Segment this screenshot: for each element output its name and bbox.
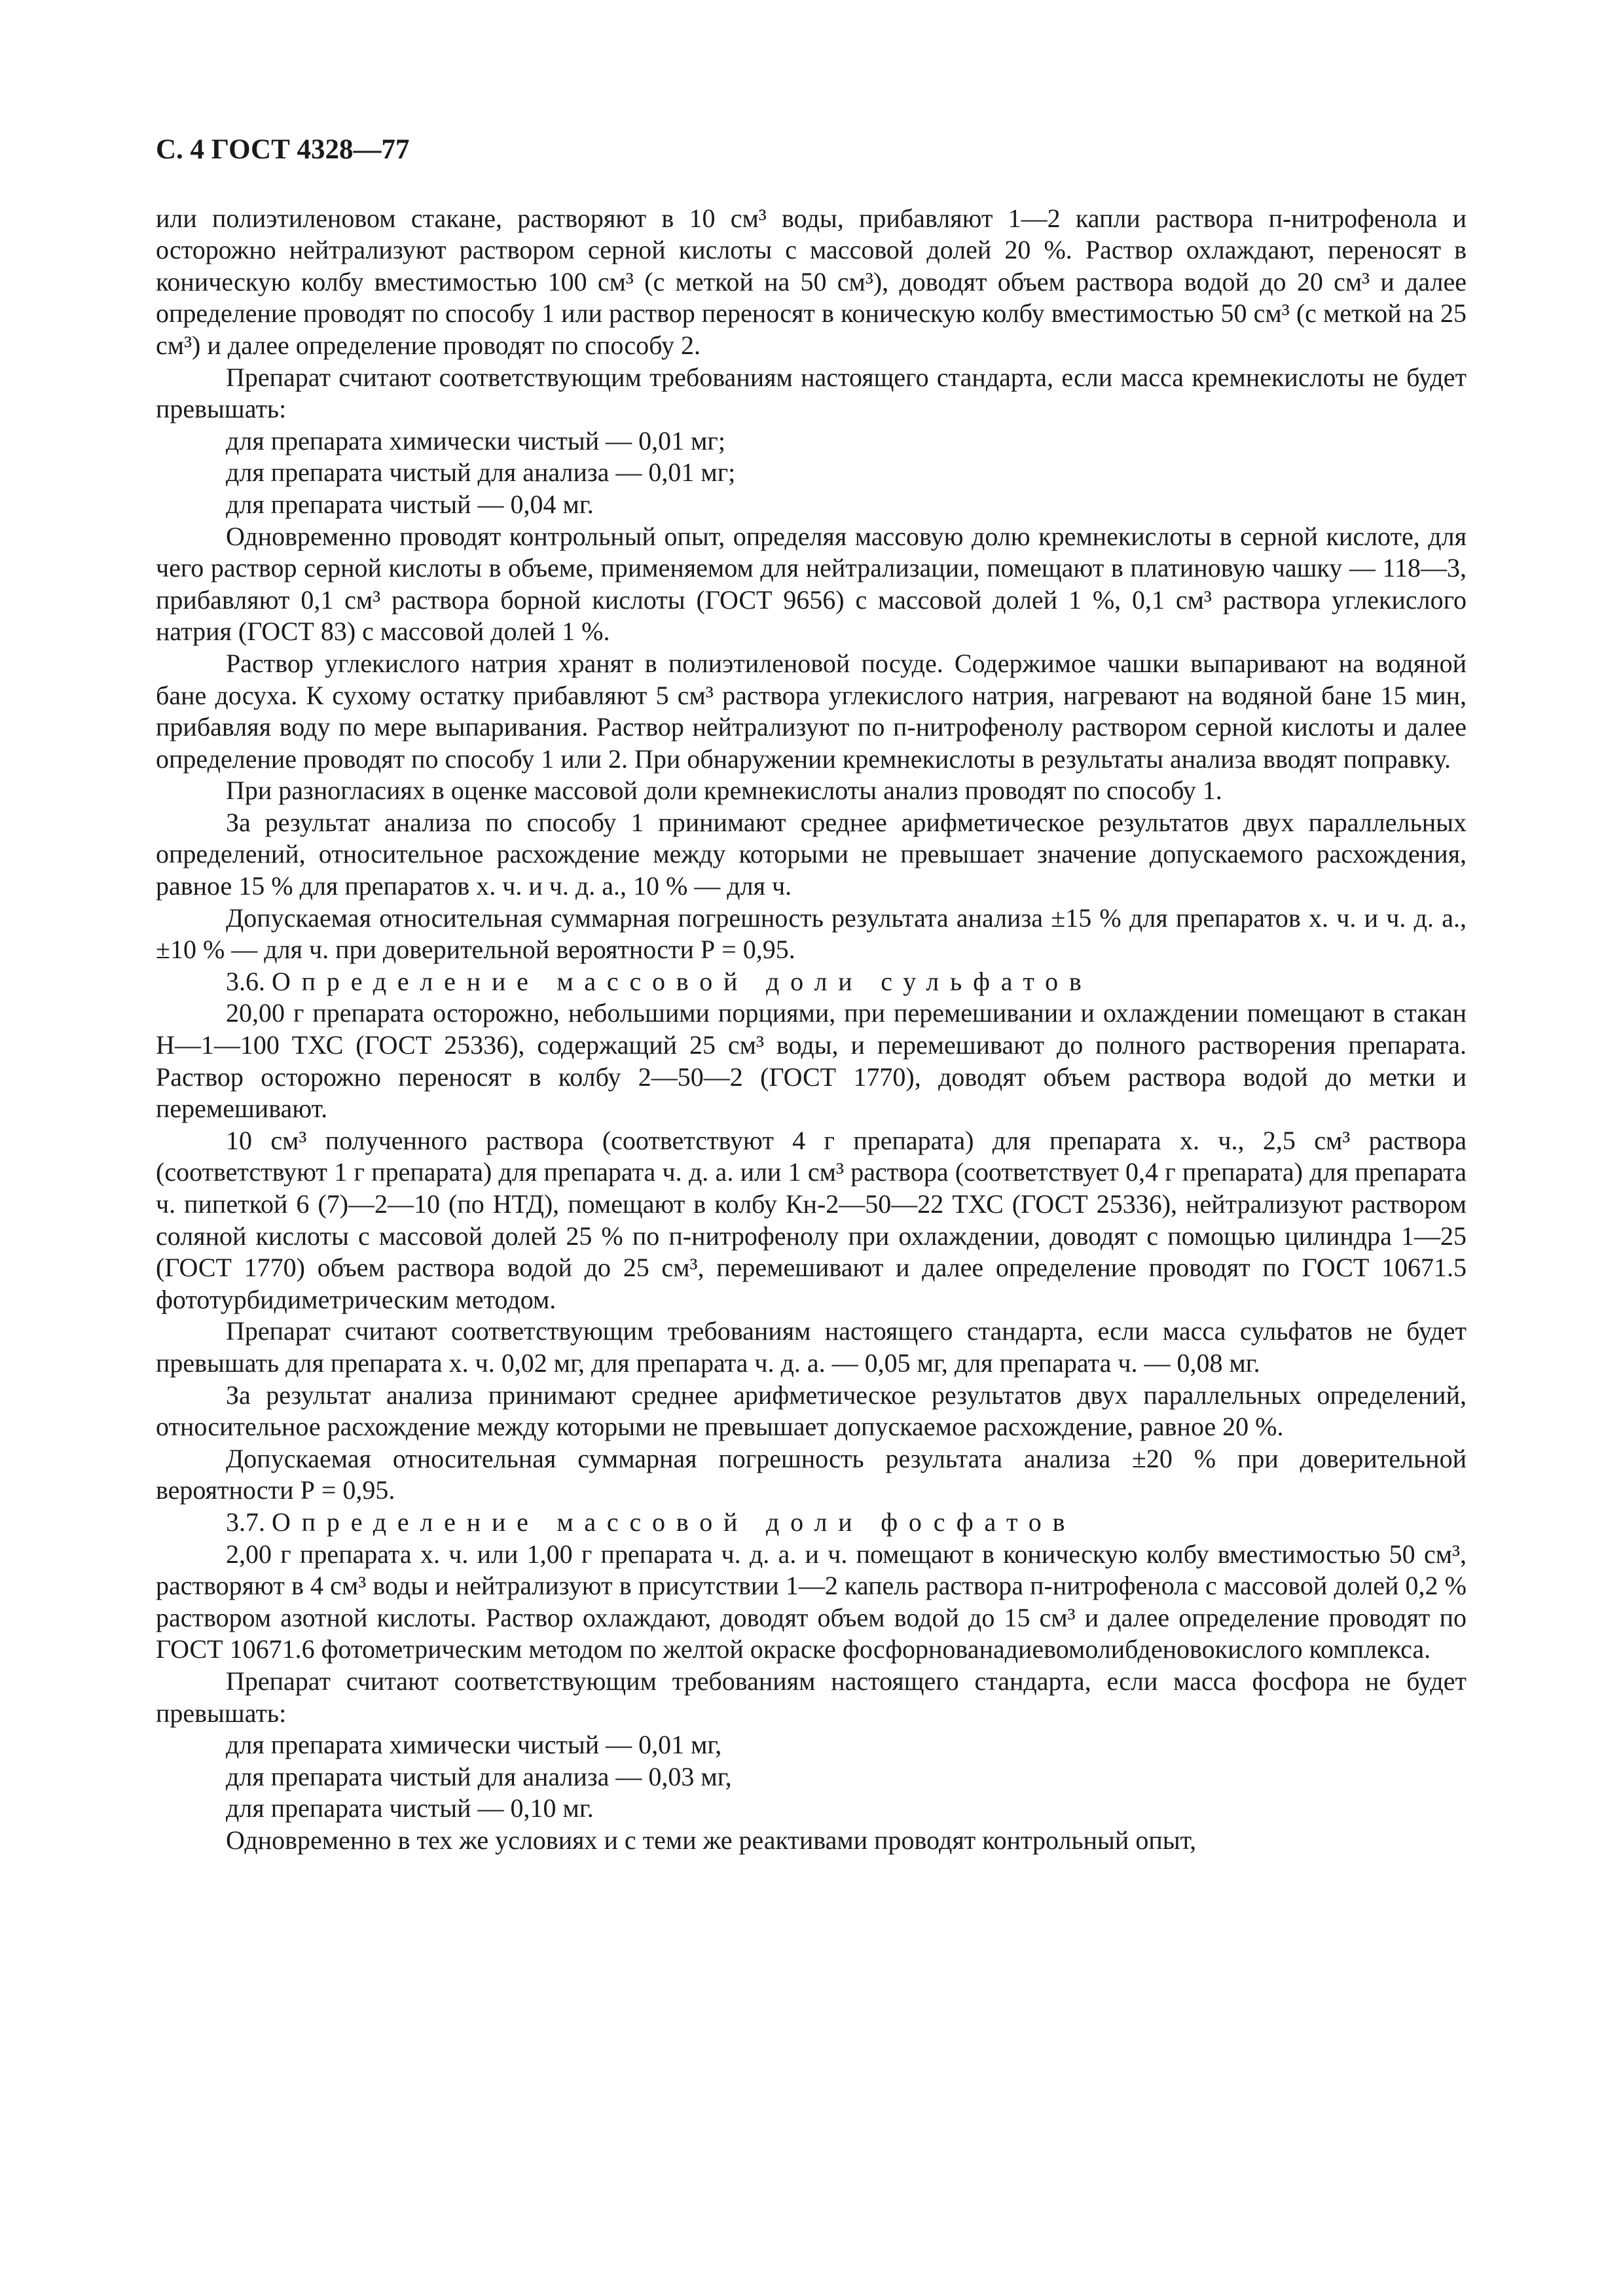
section-heading	[156, 966, 1467, 998]
list-item: для препарата чистый для анализа — 0,03 мг,	[226, 1761, 732, 1791]
paragraph: За результат анализа по способу 1 принимают среднее арифметическое результатов двух параллельных определений, относительное расхождение между которыми не превышает значение допускаемого расхождения, равное 15 % для препаратов х. ч. и ч. д. а., 10 % — для ч.	[156, 807, 1467, 901]
list-item: для препарата чистый — 0,10 мг.	[226, 1793, 594, 1823]
paragraph: 20,00 г препарата осторожно, небольшими порциями, при перемешивании и охлаждении помещают в стакан Н—1—100 ТХС (ГОСТ 25336), содержащий 25 см³ воды, и перемешивают до полного растворения препарата. Раствор осторожно переносят в колбу 2—50—2 (ГОСТ 1770), доводят объем раствора водой до метки и перемешивают.	[156, 998, 1467, 1124]
list-item: для препарата чистый для анализа — 0,01 мг;	[226, 457, 736, 488]
paragraph: При разногласиях в оценке массовой доли кремнекислоты анализ проводят по способу 1.	[226, 776, 1222, 806]
list-item: для препарата химически чистый — 0,01 мг;	[226, 425, 725, 456]
paragraph: Раствор углекислого натрия хранят в полиэтиленовой посуде. Содержимое чашки выпаривают на водяной бане досуха. К сухому остатку прибавляют 5 см³ раствора углекислого натрия, нагревают на водяной бане 15 мин, прибавляя воду по мере выпаривания. Раствор нейтрализуют по п-нитрофенолу раствором серной кислоты и далее определение проводят по способу 1 или 2. При обнаружении кремнекислоты в результаты анализа вводят поправку.	[156, 648, 1467, 774]
list-item: для препарата химически чистый — 0,01 мг,	[226, 1730, 722, 1760]
paragraph: Препарат считают соответствующим требованиям настоящего стандарта, если масса сульфатов не будет превышать для препарата х. ч. 0,02 мг, для препарата ч. д. а. — 0,05 мг, для препарата ч. — 0,08 мг.	[156, 1316, 1467, 1378]
paragraph: Одновременно в тех же условиях и с теми же реактивами проводят контрольный опыт,	[226, 1825, 1197, 1855]
list-item: для препарата чистый — 0,04 мг.	[226, 489, 594, 519]
document-page	[156, 134, 1467, 1856]
paragraph: 10 см³ полученного раствора (соответствуют 4 г препарата) для препарата х. ч., 2,5 см³ раствора (соответствуют 1 г препарата) для препарата ч. д. а. или 1 см³ раствора (соответствует 0,4 г препарата) для препарата ч. пипеткой 6 (7)—2—10 (по НТД), помещают в колбу Кн-2—50—22 ТХС (ГОСТ 25336), нейтрализуют раствором соляной кислоты с массовой долей 25 % по п-нитрофенолу при охлаждении, доводят с помощью цилиндра 1—25 (ГОСТ 1770) объем раствора водой до 25 см³, перемешивают и далее определение проводят по ГОСТ 10671.5 фототурбидиметрическим методом.	[156, 1125, 1467, 1314]
section-number: 3.7.	[226, 1507, 265, 1537]
paragraph: Препарат считают соответствующим требованиям настоящего стандарта, если масса фосфора не будет превышать:	[156, 1666, 1467, 1728]
paragraph: Препарат считают соответствующим требованиям настоящего стандарта, если масса кремнекислоты не будет превышать:	[156, 362, 1467, 424]
paragraph: Одновременно проводят контрольный опыт, определяя массовую долю кремнекислоты в серной кислоте, для чего раствор серной кислоты в объеме, применяемом для нейтрализации, помещают в платиновую чашку — 118—3, прибавляют 0,1 см³ раствора борной кислоты (ГОСТ 9656) с массовой долей 1 %, 0,1 см³ раствора углекислого натрия (ГОСТ 83) с массовой долей 1 %.	[156, 521, 1467, 647]
page-header: С. 4 ГОСТ 4328—77	[156, 134, 410, 165]
paragraph: Допускаемая относительная суммарная погрешность результата анализа ±15 % для препаратов х. ч. и ч. д. а., ±10 % — для ч. при доверительной вероятности Р = 0,95.	[156, 903, 1467, 965]
section-number: 3.6.	[226, 966, 265, 996]
paragraph: Допускаемая относительная суммарная погрешность результата анализа ±20 % при доверительной вероятности Р = 0,95.	[156, 1443, 1467, 1505]
section-title: Определение массовой доли сульфатов	[272, 966, 1093, 996]
paragraph: 2,00 г препарата х. ч. или 1,00 г препарата ч. д. а. и ч. помещают в коническую колбу вместимостью 50 см³, растворяют в 4 см³ воды и нейтрализуют в присутствии 1—2 капель раствора п-нитрофенола с массовой долей 0,2 % раствором азотной кислоты. Раствор охлаждают, доводят объем водой до 15 см³ и далее определение проводят по ГОСТ 10671.6 фотометрическим методом по желтой окраске фосфорнованадиевомолибденовокислого комплекса.	[156, 1539, 1467, 1664]
paragraph: За результат анализа принимают среднее арифметическое результатов двух параллельных определений, относительное расхождение между которыми не превышает допускаемое расхождение, равное 20 %.	[156, 1380, 1467, 1442]
paragraph: или полиэтиленовом стакане, растворяют в 10 см³ воды, прибавляют 1—2 капли раствора п-нитрофенола и осторожно нейтрализуют раствором серной кислоты с массовой долей 20 %. Раствор охлаждают, переносят в коническую колбу вместимостью 100 см³ (с меткой на 50 см³), доводят объем раствора водой до 20 см³ и далее определение проводят по способу 1 или раствор переносят в коническую колбу вместимостью 50 см³ (с меткой на 25 см³) и далее определение проводят по способу 2.	[156, 203, 1467, 360]
section-heading	[156, 1507, 1467, 1539]
section-title: Определение массовой доли фосфатов	[272, 1507, 1076, 1537]
